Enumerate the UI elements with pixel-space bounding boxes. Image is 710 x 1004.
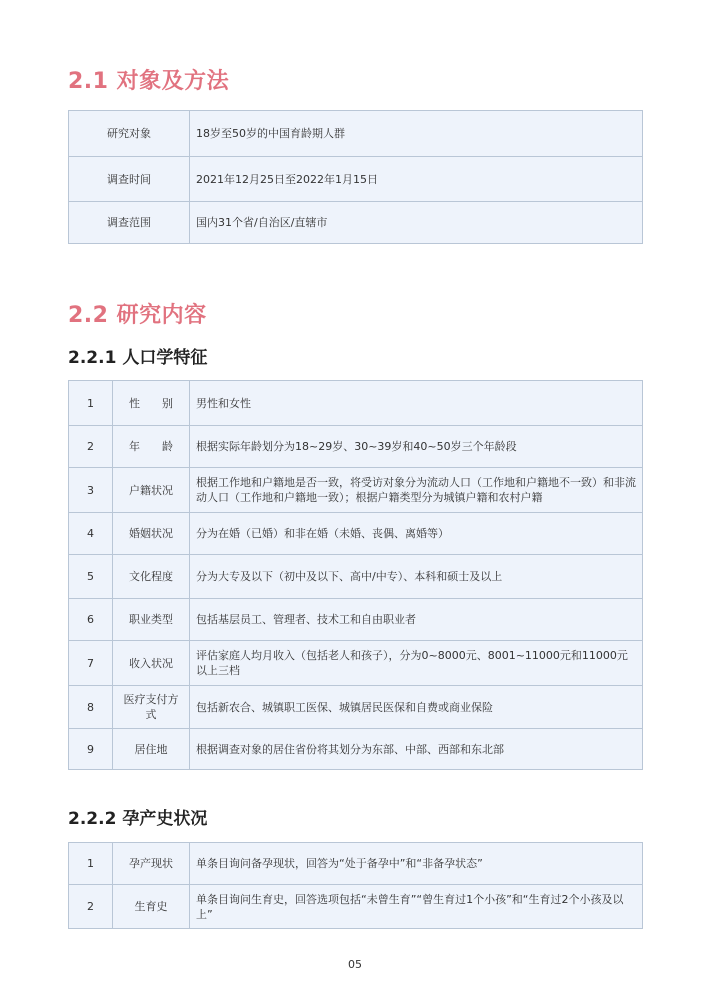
row-value: 国内31个省/自治区/直辖市 [190, 202, 643, 244]
row-label: 户籍状况 [113, 468, 190, 513]
table-row [69, 513, 643, 555]
page-number: 05 [348, 958, 362, 971]
table-row [69, 686, 643, 729]
subsection-title-2-2-2: 2.2.2 孕产史状况 [68, 809, 208, 829]
row-label: 调查范围 [69, 202, 190, 244]
section-title-2-2: 2.2 研究内容 [68, 303, 207, 328]
table-row [69, 843, 643, 885]
row-number: 1 [69, 843, 113, 885]
table-row [69, 468, 643, 513]
row-number: 2 [69, 885, 113, 929]
table-row [69, 157, 643, 202]
row-number: 8 [69, 686, 113, 729]
row-value: 分为在婚（已婚）和非在婚（未婚、丧偶、离婚等） [190, 513, 643, 555]
row-number: 1 [69, 381, 113, 426]
table-row [69, 426, 643, 468]
table-row [69, 555, 643, 599]
row-label: 居住地 [113, 729, 190, 770]
table-row [69, 641, 643, 686]
row-value: 18岁至50岁的中国育龄期人群 [190, 111, 643, 157]
table-row [69, 381, 643, 426]
row-label: 孕产现状 [113, 843, 190, 885]
row-number: 6 [69, 599, 113, 641]
row-number: 9 [69, 729, 113, 770]
row-value: 分为大专及以下（初中及以下、高中/中专）、本科和硕士及以上 [190, 555, 643, 599]
table-row [69, 885, 643, 929]
section-title-2-1: 2.1 对象及方法 [68, 69, 230, 94]
method-table [68, 110, 643, 244]
row-value: 包括新农合、城镇职工医保、城镇居民医保和自费或商业保险 [190, 686, 643, 729]
row-label: 调查时间 [69, 157, 190, 202]
row-label: 研究对象 [69, 111, 190, 157]
row-value: 包括基层员工、管理者、技术工和自由职业者 [190, 599, 643, 641]
row-value: 评估家庭人均月收入（包括老人和孩子），分为0~8000元、8001~11000元和11000元以上三档 [190, 641, 643, 686]
table-row [69, 599, 643, 641]
row-label: 文化程度 [113, 555, 190, 599]
row-value: 根据调查对象的居住省份将其划分为东部、中部、西部和东北部 [190, 729, 643, 770]
row-value: 男性和女性 [190, 381, 643, 426]
row-value: 根据实际年龄划分为18~29岁、30~39岁和40~50岁三个年龄段 [190, 426, 643, 468]
row-value: 单条目询问生育史，回答选项包括“未曾生育”“曾生育过1个小孩”和“生育过2个小孩及以上” [190, 885, 643, 929]
subsection-title-2-2-1: 2.2.1 人口学特征 [68, 348, 208, 368]
row-label: 职业类型 [113, 599, 190, 641]
pregnancy-history-table [68, 842, 643, 929]
table-row [69, 202, 643, 244]
row-label: 婚姻状况 [113, 513, 190, 555]
row-label: 生育史 [113, 885, 190, 929]
row-label: 年 龄 [113, 426, 190, 468]
row-number: 4 [69, 513, 113, 555]
row-value: 单条目询问备孕现状，回答为“处于备孕中”和“非备孕状态” [190, 843, 643, 885]
row-number: 2 [69, 426, 113, 468]
row-label: 医疗支付方式 [113, 686, 190, 729]
row-number: 5 [69, 555, 113, 599]
row-label: 性 别 [113, 381, 190, 426]
row-number: 3 [69, 468, 113, 513]
row-label: 收入状况 [113, 641, 190, 686]
demographics-table [68, 380, 643, 770]
table-row [69, 729, 643, 770]
table-row [69, 111, 643, 157]
row-number: 7 [69, 641, 113, 686]
row-value: 根据工作地和户籍地是否一致，将受访对象分为流动人口（工作地和户籍地不一致）和非流动人口（工作地和户籍地一致）；根据户籍类型分为城镇户籍和农村户籍 [190, 468, 643, 513]
row-value: 2021年12月25日至2022年1月15日 [190, 157, 643, 202]
